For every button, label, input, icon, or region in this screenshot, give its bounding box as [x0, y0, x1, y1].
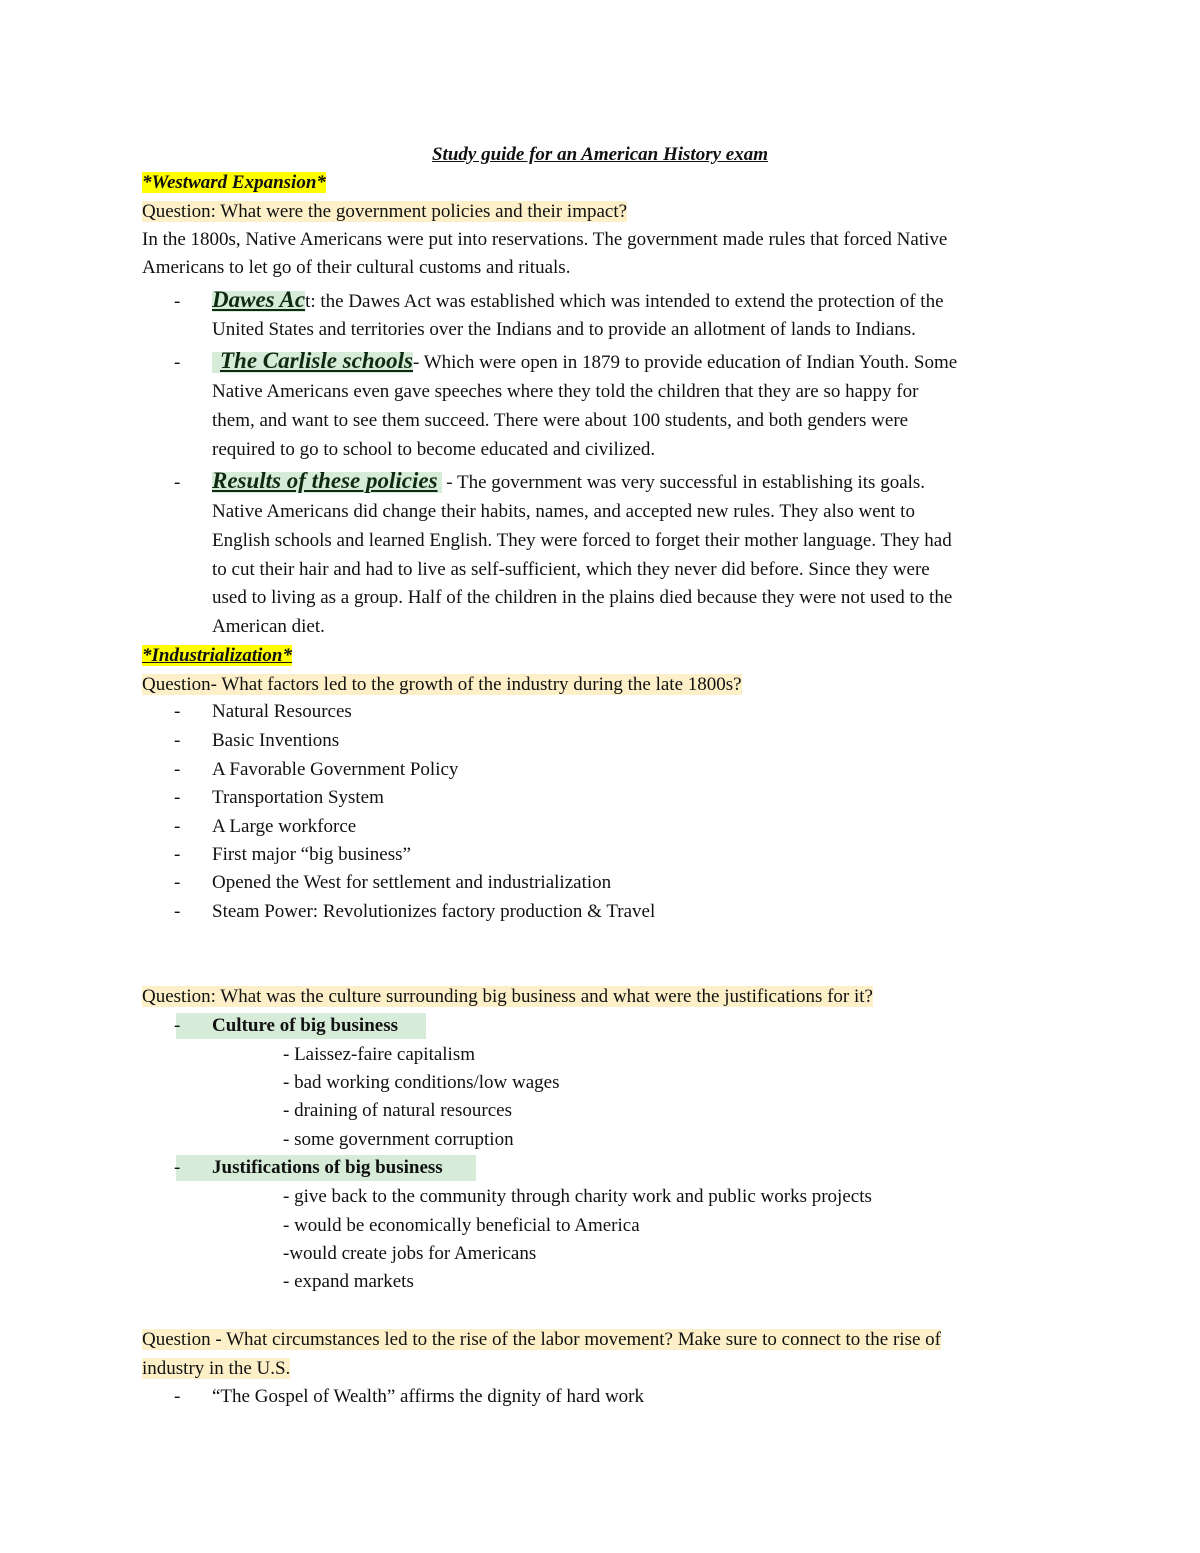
- list-item-culture: - bad working conditions/low wages: [283, 1072, 560, 1093]
- bullet-dash: -: [174, 291, 181, 312]
- section-heading-industrialization: *Industrialization*: [142, 645, 292, 666]
- bullet-continuation: required to go to school to become educated and civilized.: [212, 439, 656, 460]
- bullet-dash: -: [174, 816, 181, 837]
- bullet-dash: -: [174, 701, 181, 722]
- bullet-dash: -: [174, 472, 181, 493]
- bullet-dash: -: [174, 730, 181, 751]
- bullet-dash: -: [174, 872, 181, 893]
- question-labor-movement-cont: industry in the U.S.: [142, 1358, 291, 1379]
- bullet-continuation: English schools and learned English. They were forced to forget their mother language. They had: [212, 530, 952, 551]
- list-item-factor: Natural Resources: [212, 701, 352, 722]
- list-item-justification: - would be economically beneficial to America: [283, 1215, 640, 1236]
- westward-intro-line: In the 1800s, Native Americans were put into reservations. The government made rules that forced Native: [142, 229, 948, 250]
- bullet-results-of-policies: Results of these policies - The government was very successful in establishing its goals.: [212, 468, 926, 493]
- question-westward: Question: What were the government policies and their impact?: [142, 201, 628, 222]
- bullet-carlisle-schools: The Carlisle schools- Which were open in 1879 to provide education of Indian Youth. Some: [212, 347, 957, 377]
- bullet-continuation: used to living as a group. Half of the children in the plains died because they were not used to the: [212, 587, 953, 608]
- list-item-justification: - give back to the community through charity work and public works projects: [283, 1186, 872, 1207]
- bullet-continuation: to cut their hair and had to live as self-sufficient, which they never did before. Since they were: [212, 559, 930, 580]
- document-title: Study guide for an American History exam: [431, 144, 769, 165]
- list-item-culture: - Laissez-faire capitalism: [283, 1044, 476, 1065]
- bullet-dash: -: [174, 1157, 181, 1178]
- list-item-factor: Basic Inventions: [212, 730, 340, 751]
- list-item-factor: Opened the West for settlement and industrialization: [212, 872, 612, 893]
- bullet-continuation: Native Americans did change their habits, names, and accepted new rules. They also went to: [212, 501, 915, 522]
- list-item-justification: - expand markets: [283, 1271, 414, 1292]
- question-big-business-culture: Question: What was the culture surrounding big business and what were the justifications for it?: [142, 986, 873, 1007]
- bullet-dawes-act: Dawes Act: the Dawes Act was established which was intended to extend the protection of the: [212, 287, 944, 312]
- bullet-continuation: them, and want to see them succeed. There were about 100 students, and both genders were: [212, 410, 909, 431]
- list-item-labor: “The Gospel of Wealth” affirms the dignity of hard work: [212, 1386, 645, 1407]
- subheading-justifications: Justifications of big business: [212, 1157, 443, 1178]
- term-results-of-policies: Results of these policies: [212, 468, 438, 493]
- list-item-justification: -would create jobs for Americans: [283, 1243, 537, 1264]
- bullet-dash: -: [174, 1386, 181, 1407]
- bullet-dash: -: [174, 901, 181, 922]
- bullet-continuation: American diet.: [212, 616, 325, 637]
- list-item-factor: First major “big business”: [212, 844, 411, 865]
- bullet-dash: -: [174, 352, 181, 373]
- list-item-factor: A Large workforce: [212, 816, 357, 837]
- bullet-continuation: Native Americans even gave speeches where they told the children that they are so happy for: [212, 381, 919, 402]
- term-carlisle-schools: The Carlisle schools: [220, 348, 413, 373]
- question-labor-movement: Question - What circumstances led to the rise of the labor movement? Make sure to connect to the rise of: [142, 1329, 941, 1350]
- bullet-dash: -: [174, 787, 181, 808]
- bullet-continuation: United States and territories over the Indians and to provide an allotment of lands to Indians.: [212, 319, 916, 340]
- bullet-dash: -: [174, 1015, 181, 1036]
- westward-intro-line: Americans to let go of their cultural customs and rituals.: [142, 257, 571, 278]
- bullet-dash: -: [174, 844, 181, 865]
- question-industry-growth: Question- What factors led to the growth of the industry during the late 1800s?: [142, 674, 742, 695]
- list-item-culture: - some government corruption: [283, 1129, 514, 1150]
- list-item-factor: A Favorable Government Policy: [212, 759, 459, 780]
- term-dawes-act: Dawes Ac: [212, 287, 306, 312]
- section-heading-westward: *Westward Expansion*: [142, 172, 326, 193]
- subheading-culture-of-big-business: Culture of big business: [212, 1015, 399, 1036]
- list-item-factor: Steam Power: Revolutionizes factory production & Travel: [212, 901, 656, 922]
- bullet-dash: -: [174, 759, 181, 780]
- list-item-factor: Transportation System: [212, 787, 384, 808]
- list-item-culture: - draining of natural resources: [283, 1100, 512, 1121]
